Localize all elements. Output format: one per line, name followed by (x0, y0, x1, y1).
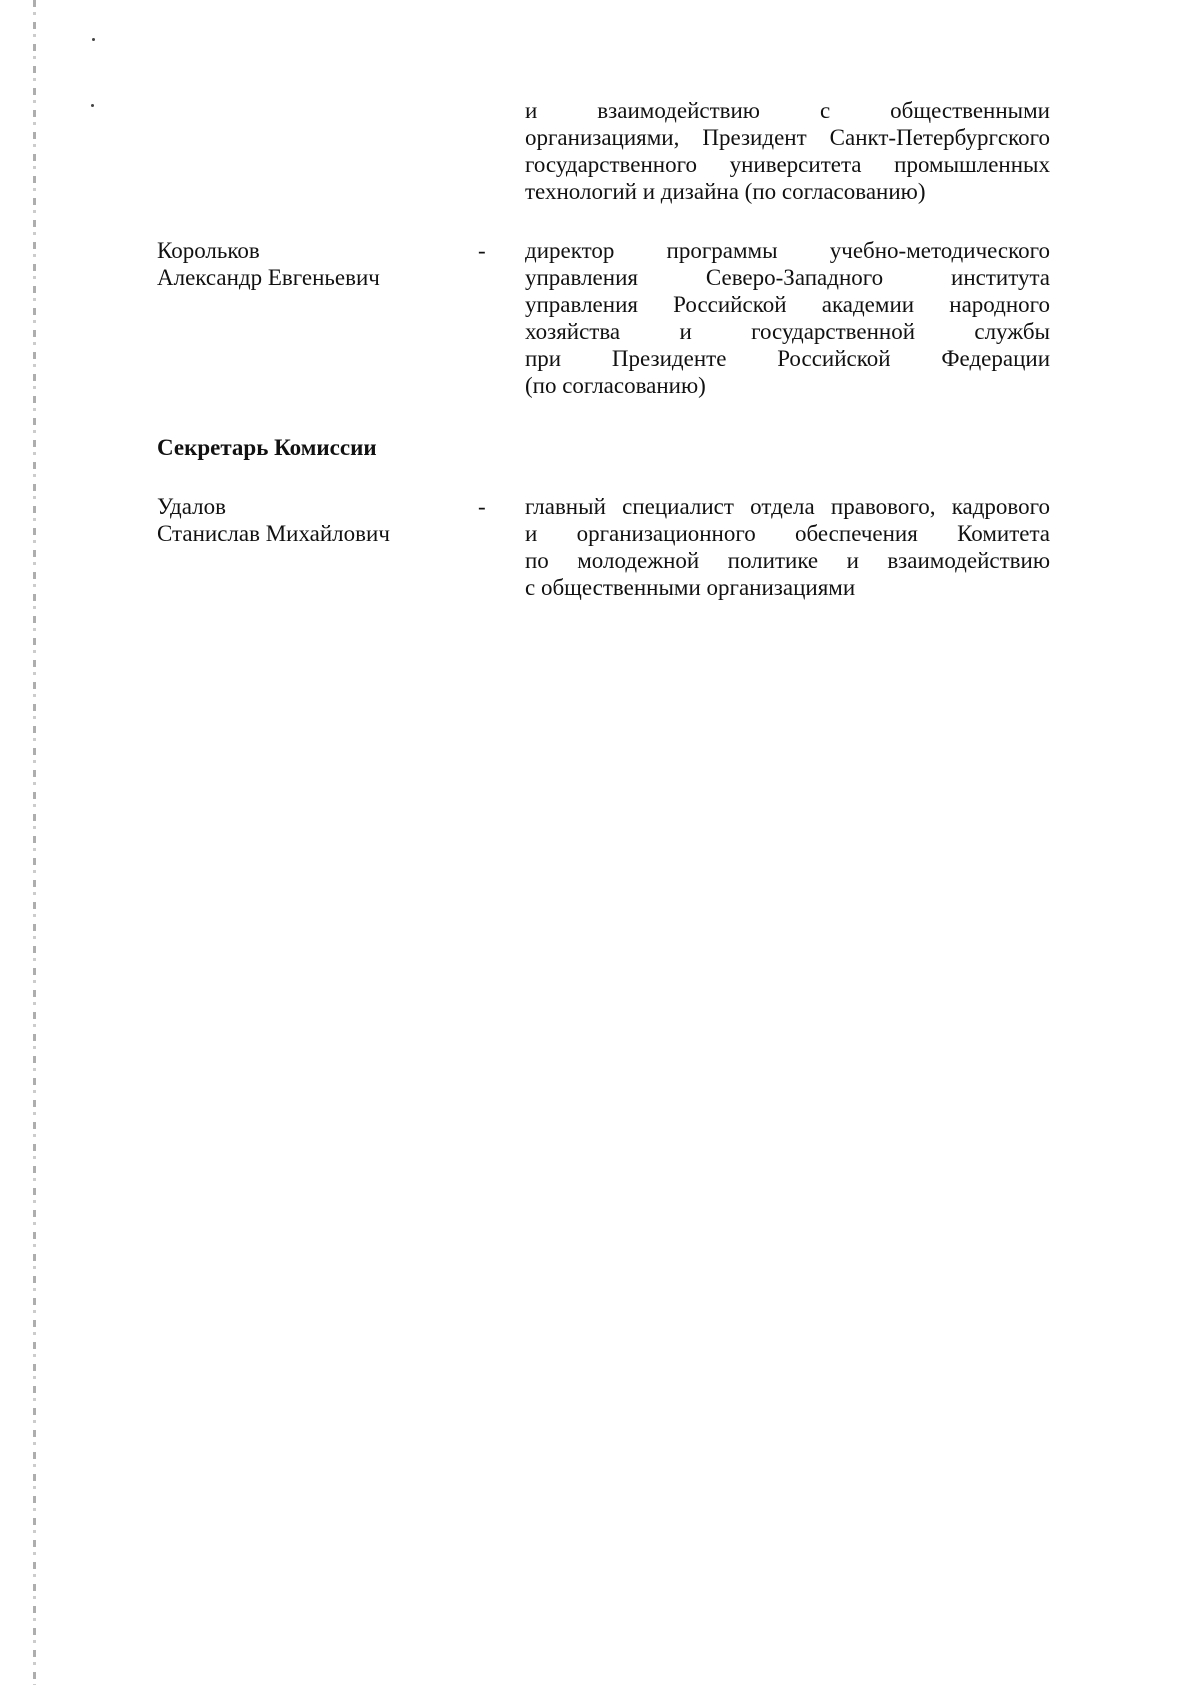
member-dash: - (478, 238, 486, 263)
description-line: главный специалист отдела правового, кадрового (525, 494, 1050, 519)
description-line: управления Российской академии народного (525, 292, 1050, 317)
scan-edge-artifact (33, 0, 36, 1685)
secretary-heading: Секретарь Комиссии (157, 435, 377, 460)
member-given-names: Александр Евгеньевич (157, 265, 380, 290)
description-line: по молодежной политике и взаимодействию (525, 548, 1050, 573)
continuation-description (525, 97, 1050, 205)
secretary-description (525, 493, 1050, 601)
description-line: и организационного обеспечения Комитета (525, 521, 1050, 546)
description-line: государственного университета промышленных (525, 152, 1050, 177)
description-line: и взаимодействию с общественными (525, 98, 1050, 123)
description-line: при Президенте Российской Федерации (525, 346, 1050, 371)
scan-speck (92, 38, 95, 41)
member-name (157, 237, 457, 291)
description-line: организациями, Президент Санкт-Петербургского (525, 125, 1050, 150)
description-line: директор программы учебно-методического (525, 238, 1050, 263)
secretary-dash: - (478, 494, 486, 519)
secretary-name (157, 493, 457, 547)
description-line: хозяйства и государственной службы (525, 319, 1050, 344)
secretary-given-names: Станислав Михайлович (157, 521, 390, 546)
description-line: (по согласованию) (525, 373, 706, 398)
description-line: с общественными организациями (525, 575, 856, 600)
member-description (525, 237, 1050, 399)
scan-speck (91, 104, 94, 107)
description-line: управления Северо-Западного института (525, 265, 1050, 290)
description-line: технологий и дизайна (по согласованию) (525, 179, 926, 204)
member-surname: Корольков (157, 238, 260, 263)
secretary-surname: Удалов (157, 494, 227, 519)
